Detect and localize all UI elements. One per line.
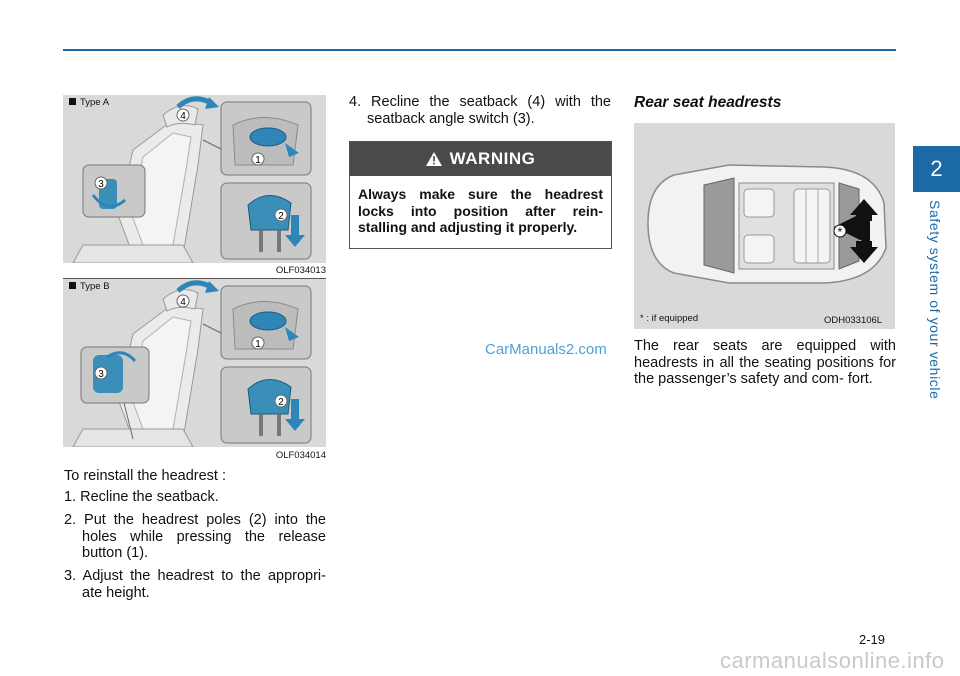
svg-text:2: 2	[278, 397, 284, 408]
reinstall-step-3	[64, 568, 326, 601]
figure-label-type-b	[69, 281, 110, 292]
chapter-number-tab[interactable]: 2	[913, 146, 960, 192]
asterisk-callout: *	[837, 225, 843, 239]
svg-text:1: 1	[255, 339, 261, 350]
footer-watermark[interactable]: carmanualsonline.info	[720, 648, 945, 673]
reinstall-step-1: 1. Recline the seatback.	[64, 489, 219, 505]
svg-text:1: 1	[255, 155, 261, 166]
figure-code-rear: ODH033106L	[824, 315, 883, 326]
warning-text: Always make sure the headrest locks into position after rein- stalling and adjusting it properly.	[358, 186, 603, 235]
header-rule	[63, 49, 896, 51]
car-top-view-illustration	[634, 123, 895, 329]
reinstall-intro: To reinstall the headrest :	[64, 468, 227, 484]
chapter-title: Safety system of your vehicle	[927, 200, 943, 400]
figure-label-text: Type A	[80, 97, 110, 108]
watermark-link[interactable]: CarManuals2.com	[485, 341, 607, 358]
reinstall-step-4-text: 4. Recline the seatback (4) with the seatback angle switch (3).	[349, 94, 611, 127]
svg-text:4: 4	[180, 111, 186, 122]
reinstall-step-4	[349, 94, 611, 127]
rear-seat-headrests-text: The rear seats are equipped with headrests in all the seating positions for the passenger’s safety and com- fort.	[634, 338, 896, 387]
bullet-square-icon	[69, 282, 76, 289]
svg-text:3: 3	[98, 179, 104, 190]
bullet-square-icon	[69, 98, 76, 105]
rear-seat-headrests-title: Rear seat headrests	[634, 94, 782, 111]
figure-type-b	[63, 279, 326, 447]
warning-header-text: WARNING	[449, 149, 536, 168]
figure-label-type-a	[69, 97, 109, 108]
svg-text:3: 3	[98, 369, 104, 380]
reinstall-step-2-text: 2. Put the headrest poles (2) into the holes while pressing the release button (1).	[64, 512, 326, 561]
warning-box	[349, 141, 612, 249]
warning-triangle-icon	[426, 152, 442, 166]
seat-illustration-a	[63, 95, 326, 263]
figure-code-a: OLF034013	[275, 265, 326, 276]
reinstall-step-2	[64, 512, 326, 562]
figure-label-text: Type B	[80, 281, 110, 292]
page-number: 2-19	[859, 632, 886, 647]
svg-text:2: 2	[278, 211, 284, 222]
svg-text:4: 4	[180, 297, 186, 308]
figure-code-b: OLF034014	[275, 450, 326, 461]
reinstall-step-3-text: 3. Adjust the headrest to the appropri- ate height.	[64, 568, 326, 601]
warning-header	[350, 142, 611, 176]
figure-type-a	[63, 95, 326, 263]
figure-note: * : if equipped	[640, 313, 699, 324]
figure-rear-seats	[634, 123, 895, 329]
seat-illustration-b	[63, 279, 326, 447]
